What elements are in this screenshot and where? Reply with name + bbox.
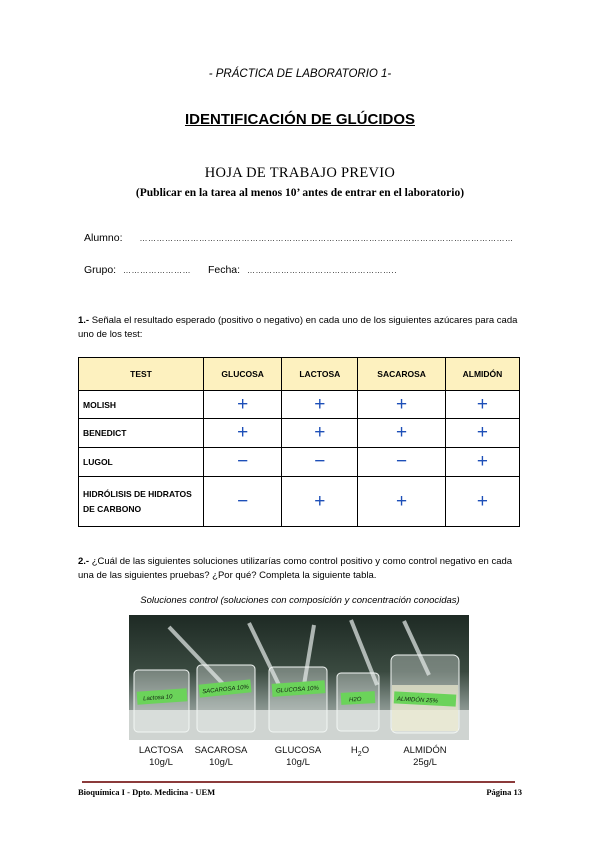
table-row [79, 448, 520, 477]
alumno-field [84, 232, 513, 244]
sample-concentration: 25g/L [413, 757, 437, 768]
footer-divider [82, 781, 515, 783]
result-cell: + [282, 419, 358, 448]
beaker-tag: ALMIDÓN 25% [396, 696, 439, 705]
question-2-text: ¿Cuál de las siguientes soluciones utilizarías como control positivo y como control negativo en cada una de las siguientes pruebas? ¿Por qué? Completa la siguiente tabla. [78, 556, 513, 581]
result-cell: − [358, 448, 446, 477]
table-row [79, 477, 520, 527]
table-row [79, 419, 520, 448]
beaker-tag: GLUCOSA 10% [275, 685, 320, 695]
result-cell: − [204, 448, 282, 477]
result-cell: + [445, 448, 519, 477]
sample-label-glucosa [268, 745, 328, 769]
sample-label-sacarosa [191, 745, 251, 769]
page-number: Página 13 [486, 787, 522, 797]
sample-name: SACAROSA [194, 745, 248, 756]
alumno-label: Alumno: [84, 232, 123, 244]
submission-note: (Publicar en la tarea al menos 10’ antes de entrar en el laboratorio) [135, 187, 465, 199]
figure-caption: Soluciones control (soluciones con composición y concentración conocidas) [140, 595, 460, 606]
result-cell: + [445, 477, 519, 527]
sample-name: $H_2O$ [350, 745, 370, 758]
result-cell: + [204, 391, 282, 419]
sample-label-almidon [395, 745, 455, 769]
test-name: HIDRÓLISIS DE HIDRATOS DE CARBONO [79, 477, 204, 527]
result-cell: − [204, 477, 282, 527]
table-header-row [79, 358, 520, 391]
sample-name: ALMIDÓN [403, 745, 447, 756]
header-cell: LACTOSA [282, 358, 358, 391]
page-title: IDENTIFICACIÓN DE GLÚCIDOS [184, 111, 415, 128]
result-cell: + [445, 391, 519, 419]
sample-name: LACTOSA [138, 745, 184, 756]
fecha-blank: …………………………………………….. [246, 266, 397, 275]
header-cell: TEST [79, 358, 204, 391]
alumno-blank: …………………………………………………………………………………………………………………… [139, 234, 514, 243]
grupo-blank: …………………… [123, 266, 192, 275]
result-cell: + [358, 477, 446, 527]
question-1-number: 1.- [78, 315, 90, 326]
grupo-fecha-field [84, 264, 397, 276]
beaker-tag: Lactosa 10 [142, 694, 173, 703]
result-cell: − [282, 448, 358, 477]
question-1 [78, 314, 528, 342]
worksheet-subtitle: HOJA DE TRABAJO PREVIO [204, 165, 396, 181]
practice-kicker: - PRÁCTICA DE LABORATORIO 1- [208, 68, 392, 80]
sample-concentration: 10g/L [149, 757, 173, 768]
result-cell: + [358, 419, 446, 448]
sample-label-water [345, 745, 375, 761]
result-cell: + [282, 391, 358, 419]
beaker-tag: SACAROSA 10% [202, 684, 250, 696]
test-name: BENEDICT [79, 419, 204, 448]
sample-concentration: 10g/L [209, 757, 233, 768]
result-cell: + [358, 391, 446, 419]
sample-name: GLUCOSA [274, 745, 322, 756]
control-solutions-photo [129, 615, 469, 740]
footer-course: Bioquímica I - Dpto. Medicina - UEM [78, 787, 216, 797]
result-cell: + [204, 419, 282, 448]
test-results-table [78, 357, 520, 527]
beaker-tag: H2O [348, 696, 362, 704]
result-cell: + [445, 419, 519, 448]
header-cell: ALMIDÓN [445, 358, 519, 391]
test-name: LUGOL [79, 448, 204, 477]
header-cell: GLUCOSA [204, 358, 282, 391]
fecha-label: Fecha: [207, 264, 241, 276]
table-row [79, 391, 520, 419]
question-2 [78, 555, 528, 583]
test-name: MOLISH [79, 391, 204, 419]
grupo-label: Grupo: [84, 264, 117, 276]
sample-label-lactosa [136, 745, 186, 769]
result-cell: + [282, 477, 358, 527]
question-1-text: Señala el resultado esperado (positivo o negativo) en cada uno de los siguientes azúcares para cada uno de los test: [78, 315, 518, 340]
question-2-number: 2.- [78, 556, 90, 567]
header-cell: SACAROSA [358, 358, 446, 391]
sample-concentration: 10g/L [286, 757, 310, 768]
